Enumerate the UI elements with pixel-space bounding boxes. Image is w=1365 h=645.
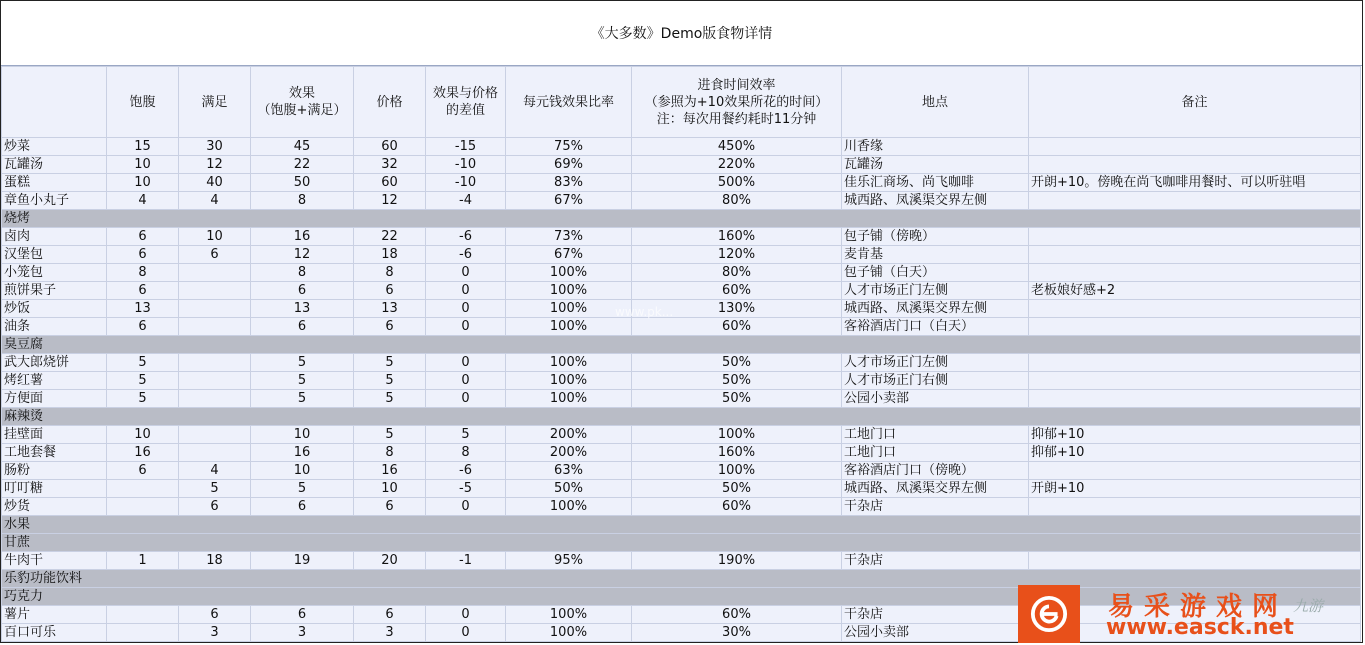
table-body: [2, 138, 1361, 642]
table-cell: 30%: [632, 624, 842, 642]
table-cell: 6: [107, 318, 179, 336]
table-row: [2, 174, 1361, 192]
table-cell: 4: [107, 192, 179, 210]
table-cell: -6: [426, 246, 506, 264]
table-cell: 瓦罐汤: [2, 156, 107, 174]
table-row: [2, 444, 1361, 462]
table-cell: 干杂店: [842, 498, 1029, 516]
table-cell: 3: [179, 624, 251, 642]
table-cell: 15: [107, 138, 179, 156]
table-cell: 5: [354, 372, 426, 390]
table-cell: 95%: [506, 552, 632, 570]
table-cell: 19: [251, 552, 354, 570]
table-cell: 16: [107, 444, 179, 462]
table-cell: 抑郁+10: [1029, 444, 1361, 462]
table-cell: 炒饭: [2, 300, 107, 318]
table-cell: 500%: [632, 174, 842, 192]
table-cell: 薯片: [2, 606, 107, 624]
table-cell: -1: [426, 552, 506, 570]
table-cell: 50%: [632, 480, 842, 498]
table-cell: 0: [426, 264, 506, 282]
table-cell: 6: [354, 606, 426, 624]
table-cell: 16: [251, 228, 354, 246]
table-cell: 100%: [506, 264, 632, 282]
food-table: [1, 66, 1361, 642]
table-cell: 67%: [506, 246, 632, 264]
table-cell: [1029, 462, 1361, 480]
table-cell: 160%: [632, 228, 842, 246]
table-cell: 5: [426, 426, 506, 444]
table-cell: 8: [354, 444, 426, 462]
table-cell: 50%: [632, 354, 842, 372]
table-cell: 60%: [632, 318, 842, 336]
table-cell: [1029, 264, 1361, 282]
table-cell: 6: [354, 282, 426, 300]
table-cell: 450%: [632, 138, 842, 156]
table-cell: [179, 264, 251, 282]
table-cell: 100%: [506, 606, 632, 624]
table-cell: 牛肉干: [2, 552, 107, 570]
table-cell: 煎饼果子: [2, 282, 107, 300]
table-cell: 6: [107, 246, 179, 264]
table-cell: 3: [354, 624, 426, 642]
table-cell: [1029, 390, 1361, 408]
table-row: [2, 264, 1361, 282]
table-cell: 6: [251, 318, 354, 336]
table-cell: [1029, 228, 1361, 246]
table-cell: 客裕酒店门口（白天）: [842, 318, 1029, 336]
category-label: 臭豆腐: [2, 336, 1361, 354]
table-cell: 0: [426, 498, 506, 516]
site-logo-icon: [1018, 585, 1080, 643]
table-cell: 13: [107, 300, 179, 318]
category-row: [2, 210, 1361, 228]
table-cell: 0: [426, 282, 506, 300]
table-cell: [179, 354, 251, 372]
table-cell: 5: [107, 354, 179, 372]
table-cell: -4: [426, 192, 506, 210]
table-cell: -6: [426, 462, 506, 480]
table-row: [2, 480, 1361, 498]
table-cell: 80%: [632, 264, 842, 282]
table-cell: 炒菜: [2, 138, 107, 156]
table-cell: 16: [251, 444, 354, 462]
table-cell: 100%: [506, 318, 632, 336]
table-cell: 5: [251, 390, 354, 408]
watermark-url: www.easck.net: [1106, 615, 1294, 640]
table-row: [2, 426, 1361, 444]
table-cell: [179, 282, 251, 300]
table-cell: 武大郎烧饼: [2, 354, 107, 372]
table-cell: 8: [107, 264, 179, 282]
table-cell: 6: [107, 228, 179, 246]
table-row: [2, 300, 1361, 318]
table-cell: 190%: [632, 552, 842, 570]
table-cell: 100%: [632, 426, 842, 444]
table-cell: 公园小卖部: [842, 624, 1029, 642]
column-header: 饱腹: [107, 67, 179, 138]
category-label: 水果: [2, 516, 1361, 534]
table-cell: 叮叮糖: [2, 480, 107, 498]
table-cell: 干杂店: [842, 552, 1029, 570]
table-cell: 18: [354, 246, 426, 264]
site-watermark: [1018, 585, 1363, 643]
table-cell: 10: [251, 426, 354, 444]
table-cell: [107, 480, 179, 498]
table-cell: 包子铺（白天）: [842, 264, 1029, 282]
table-cell: 5: [354, 390, 426, 408]
table-cell: 干杂店: [842, 606, 1029, 624]
table-cell: 18: [179, 552, 251, 570]
table-cell: 8: [354, 264, 426, 282]
table-cell: 佳乐汇商场、尚飞咖啡: [842, 174, 1029, 192]
table-cell: 6: [251, 498, 354, 516]
table-cell: 肠粉: [2, 462, 107, 480]
table-cell: 0: [426, 318, 506, 336]
table-cell: 13: [251, 300, 354, 318]
category-row: [2, 408, 1361, 426]
table-cell: 6: [179, 246, 251, 264]
table-cell: 6: [354, 318, 426, 336]
table-cell: 工地门口: [842, 426, 1029, 444]
table-cell: 5: [354, 426, 426, 444]
table-cell: [179, 426, 251, 444]
table-cell: 挂壁面: [2, 426, 107, 444]
table-cell: 城西路、凤溪渠交界左侧: [842, 192, 1029, 210]
table-cell: 0: [426, 300, 506, 318]
table-cell: 6: [251, 282, 354, 300]
table-cell: 13: [354, 300, 426, 318]
table-cell: 小笼包: [2, 264, 107, 282]
table-cell: 川香缘: [842, 138, 1029, 156]
table-cell: 烤红薯: [2, 372, 107, 390]
table-cell: 69%: [506, 156, 632, 174]
table-cell: 32: [354, 156, 426, 174]
table-cell: 城西路、凤溪渠交界左侧: [842, 300, 1029, 318]
page-title: 《大多数》Demo版食物详情: [1, 1, 1362, 66]
table-cell: 10: [107, 174, 179, 192]
column-header: 每元钱效果比率: [506, 67, 632, 138]
table-cell: 公园小卖部: [842, 390, 1029, 408]
table-cell: 人才市场正门左侧: [842, 282, 1029, 300]
category-row: [2, 336, 1361, 354]
table-cell: 60: [354, 138, 426, 156]
table-cell: [1029, 192, 1361, 210]
table-cell: 6: [179, 498, 251, 516]
table-cell: [179, 390, 251, 408]
table-cell: [1029, 318, 1361, 336]
table-cell: 5: [251, 354, 354, 372]
table-row: [2, 192, 1361, 210]
table-cell: 220%: [632, 156, 842, 174]
table-cell: 10: [354, 480, 426, 498]
table-cell: 10: [179, 228, 251, 246]
table-cell: 6: [107, 462, 179, 480]
table-cell: 蛋糕: [2, 174, 107, 192]
category-row: [2, 516, 1361, 534]
table-cell: 开朗+10: [1029, 480, 1361, 498]
table-cell: 5: [179, 480, 251, 498]
table-cell: 油条: [2, 318, 107, 336]
table-cell: 45: [251, 138, 354, 156]
table-cell: 6: [354, 498, 426, 516]
table-cell: 40: [179, 174, 251, 192]
table-cell: 60%: [632, 282, 842, 300]
table-cell: 100%: [506, 498, 632, 516]
column-header: 满足: [179, 67, 251, 138]
table-cell: 200%: [506, 426, 632, 444]
table-cell: 炒货: [2, 498, 107, 516]
table-cell: 1: [107, 552, 179, 570]
table-cell: 方便面: [2, 390, 107, 408]
table-row: [2, 246, 1361, 264]
table-cell: 100%: [632, 462, 842, 480]
column-header: 进食时间效率 （参照为+10效果所花的时间） 注：每次用餐约耗时11分钟: [632, 67, 842, 138]
table-cell: [107, 624, 179, 642]
table-cell: 75%: [506, 138, 632, 156]
table-cell: 20: [354, 552, 426, 570]
watermark-site-name: 易采游戏网: [1108, 592, 1289, 622]
table-row: [2, 552, 1361, 570]
table-cell: 百口可乐: [2, 624, 107, 642]
table-cell: 50%: [632, 390, 842, 408]
table-cell: 10: [107, 426, 179, 444]
category-label: 甘蔗: [2, 534, 1361, 552]
table-cell: 100%: [506, 354, 632, 372]
table-cell: 包子铺（傍晚）: [842, 228, 1029, 246]
table-cell: [179, 300, 251, 318]
table-cell: 章鱼小丸子: [2, 192, 107, 210]
table-cell: 开朗+10。傍晚在尚飞咖啡用餐时、可以听驻唱: [1029, 174, 1361, 192]
table-row: [2, 282, 1361, 300]
table-cell: 老板娘好感+2: [1029, 282, 1361, 300]
table-cell: 200%: [506, 444, 632, 462]
table-cell: 50%: [506, 480, 632, 498]
table-cell: 130%: [632, 300, 842, 318]
table-cell: [1029, 498, 1361, 516]
table-cell: -10: [426, 156, 506, 174]
table-cell: 8: [426, 444, 506, 462]
table-cell: 6: [107, 282, 179, 300]
category-label: 乐豹功能饮料: [2, 570, 1361, 588]
table-cell: 160%: [632, 444, 842, 462]
table-row: [2, 498, 1361, 516]
table-cell: 5: [107, 372, 179, 390]
table-cell: [1029, 138, 1361, 156]
table-cell: 83%: [506, 174, 632, 192]
table-cell: 16: [354, 462, 426, 480]
table-cell: 0: [426, 390, 506, 408]
table-cell: 5: [354, 354, 426, 372]
table-cell: 人才市场正门右侧: [842, 372, 1029, 390]
table-cell: -10: [426, 174, 506, 192]
column-header: 价格: [354, 67, 426, 138]
table-cell: 100%: [506, 372, 632, 390]
table-cell: [107, 606, 179, 624]
table-row: [2, 318, 1361, 336]
table-row: [2, 156, 1361, 174]
table-cell: [1029, 156, 1361, 174]
table-row: [2, 462, 1361, 480]
table-cell: [179, 318, 251, 336]
logo-e-icon: [1030, 595, 1068, 633]
category-label: 烧烤: [2, 210, 1361, 228]
table-row: [2, 372, 1361, 390]
table-cell: 22: [251, 156, 354, 174]
table-cell: 8: [251, 264, 354, 282]
table-cell: 麦肯基: [842, 246, 1029, 264]
category-label: 巧克力: [2, 588, 1361, 606]
table-cell: -5: [426, 480, 506, 498]
table-cell: 60%: [632, 498, 842, 516]
watermark-faint: 九游: [1293, 597, 1324, 615]
table-cell: 6: [251, 606, 354, 624]
table-cell: 0: [426, 372, 506, 390]
table-cell: [1029, 552, 1361, 570]
table-cell: 客裕酒店门口（傍晚）: [842, 462, 1029, 480]
column-header: [2, 67, 107, 138]
table-cell: 5: [251, 372, 354, 390]
table-cell: 73%: [506, 228, 632, 246]
table-cell: -6: [426, 228, 506, 246]
header-row: [2, 67, 1361, 138]
table-cell: 100%: [506, 390, 632, 408]
table-row: [2, 354, 1361, 372]
category-row: [2, 534, 1361, 552]
table-cell: 0: [426, 606, 506, 624]
table-cell: 抑郁+10: [1029, 426, 1361, 444]
table-cell: 5: [107, 390, 179, 408]
table-cell: 10: [251, 462, 354, 480]
table-cell: 80%: [632, 192, 842, 210]
table-cell: [1029, 354, 1361, 372]
table-cell: [1029, 372, 1361, 390]
table-cell: [179, 372, 251, 390]
table-row: [2, 138, 1361, 156]
table-cell: 120%: [632, 246, 842, 264]
table-cell: [1029, 300, 1361, 318]
table-cell: 4: [179, 462, 251, 480]
table-cell: 城西路、凤溪渠交界左侧: [842, 480, 1029, 498]
table-cell: 50%: [632, 372, 842, 390]
table-cell: 汉堡包: [2, 246, 107, 264]
table-cell: 3: [251, 624, 354, 642]
column-header: 效果 （饱腹+满足）: [251, 67, 354, 138]
table-cell: 50: [251, 174, 354, 192]
table-cell: 100%: [506, 300, 632, 318]
table-cell: 8: [251, 192, 354, 210]
center-watermark: www.pk...: [615, 305, 674, 319]
table-cell: 30: [179, 138, 251, 156]
category-label: 麻辣烫: [2, 408, 1361, 426]
table-cell: 22: [354, 228, 426, 246]
table-cell: 60: [354, 174, 426, 192]
table-cell: 人才市场正门左侧: [842, 354, 1029, 372]
table-cell: 12: [354, 192, 426, 210]
column-header: 地点: [842, 67, 1029, 138]
table-cell: 6: [179, 606, 251, 624]
table-row: [2, 390, 1361, 408]
table-cell: 63%: [506, 462, 632, 480]
table-cell: 67%: [506, 192, 632, 210]
table-cell: 12: [179, 156, 251, 174]
table-cell: 4: [179, 192, 251, 210]
table-cell: 10: [107, 156, 179, 174]
column-header: 效果与价格 的差值: [426, 67, 506, 138]
table-cell: 5: [251, 480, 354, 498]
table-cell: 60%: [632, 606, 842, 624]
table-cell: 0: [426, 624, 506, 642]
table-cell: [179, 444, 251, 462]
table-cell: -15: [426, 138, 506, 156]
table-cell: 100%: [506, 282, 632, 300]
table-cell: [107, 498, 179, 516]
table-cell: 工地套餐: [2, 444, 107, 462]
table-cell: 12: [251, 246, 354, 264]
column-header: 备注: [1029, 67, 1361, 138]
table-row: [2, 228, 1361, 246]
table-cell: 工地门口: [842, 444, 1029, 462]
table-cell: 0: [426, 354, 506, 372]
table-cell: 瓦罐汤: [842, 156, 1029, 174]
table-cell: [1029, 246, 1361, 264]
table-cell: 100%: [506, 624, 632, 642]
table-cell: 卤肉: [2, 228, 107, 246]
